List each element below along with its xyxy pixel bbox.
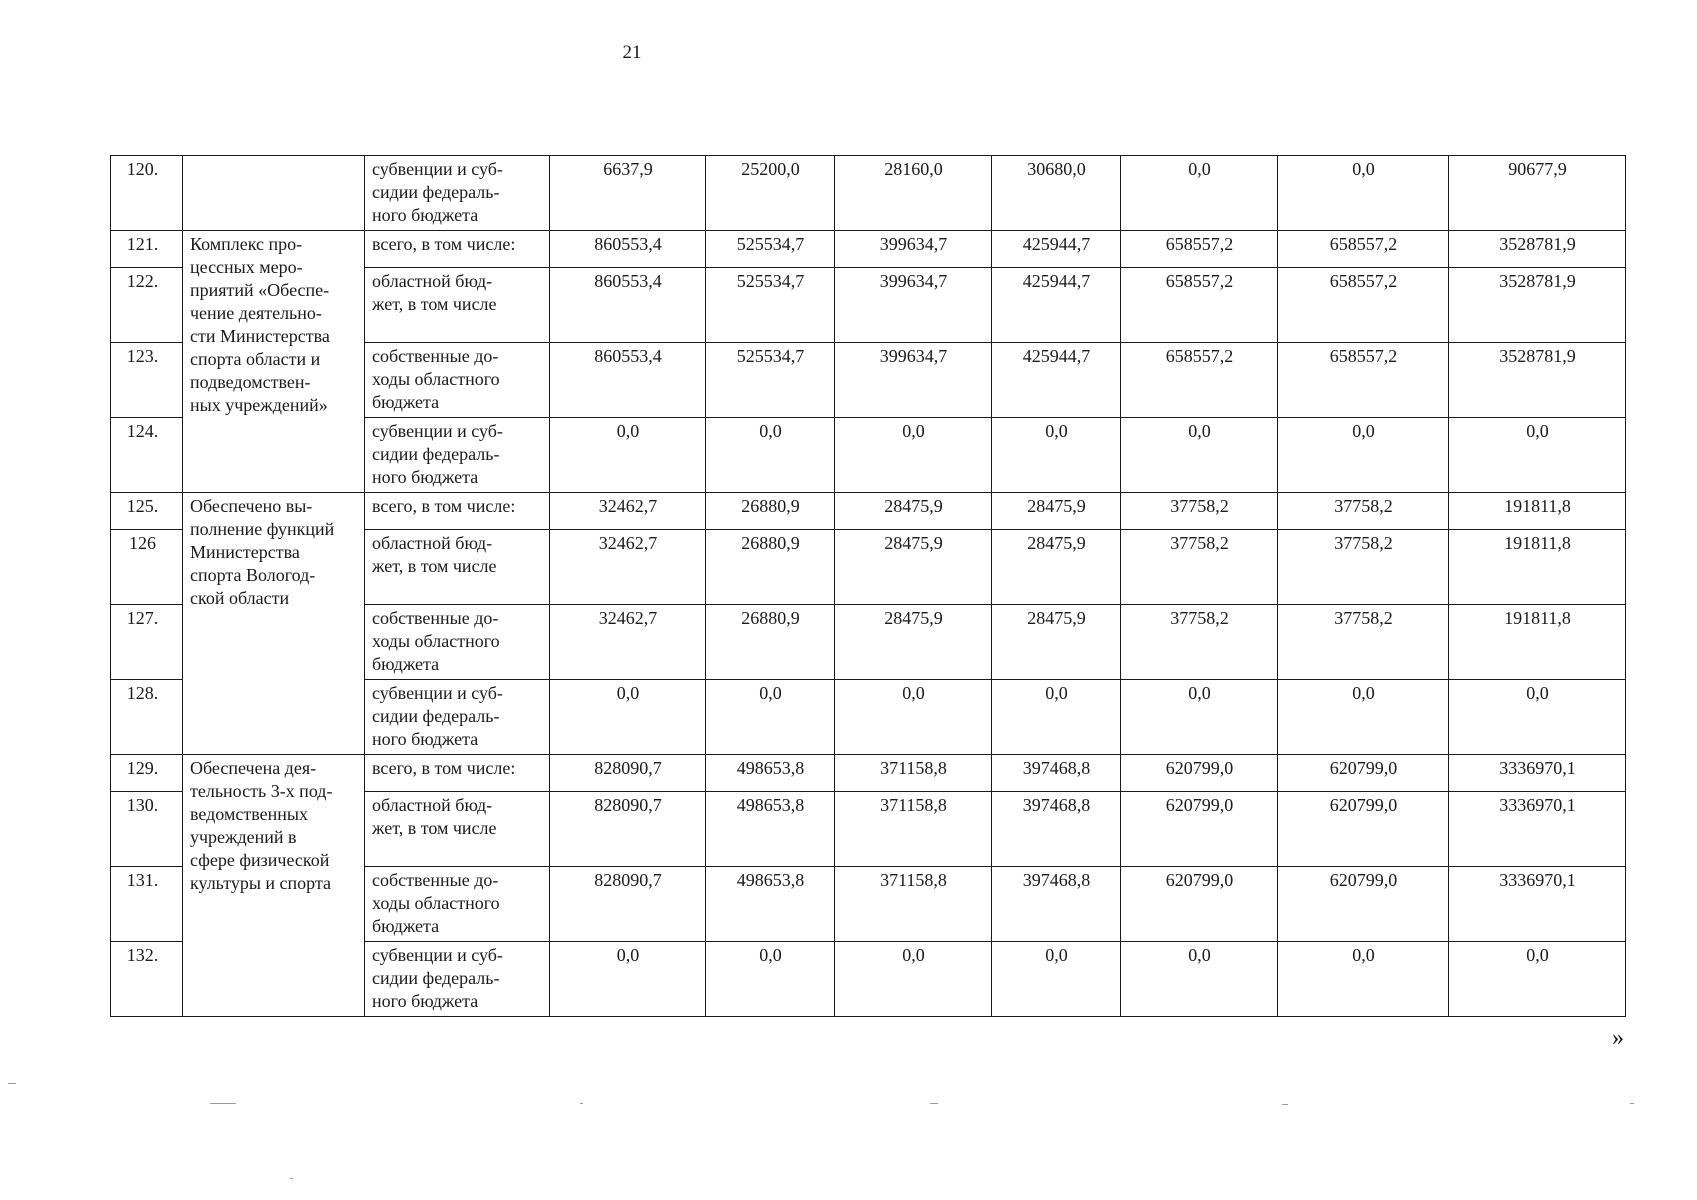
value-cell: 0,0 bbox=[992, 680, 1121, 755]
cell-line: полнение функций bbox=[190, 519, 335, 539]
table-body bbox=[111, 156, 1626, 1017]
value-cell: 828090,7 bbox=[550, 867, 706, 942]
value-cell: 828090,7 bbox=[550, 792, 706, 867]
value-cell: 620799,0 bbox=[1278, 755, 1449, 792]
measure-description bbox=[183, 493, 365, 755]
cell-line: собственные до- bbox=[372, 870, 499, 890]
cell-line: субвенции и суб- bbox=[372, 421, 503, 441]
value-cell: 3336970,1 bbox=[1449, 867, 1626, 942]
value-cell: 28160,0 bbox=[835, 156, 992, 231]
value-cell: 28475,9 bbox=[835, 605, 992, 680]
scan-speck bbox=[8, 1083, 16, 1084]
value-cell: 32462,7 bbox=[550, 530, 706, 605]
closing-quote: » bbox=[1612, 1025, 1624, 1051]
cell-line: всего, в том числе: bbox=[372, 758, 516, 778]
value-cell: 658557,2 bbox=[1121, 231, 1278, 268]
scan-speck bbox=[210, 1103, 236, 1104]
cell-line: чение деятельно- bbox=[190, 303, 322, 323]
value-cell: 0,0 bbox=[550, 680, 706, 755]
value-cell: 28475,9 bbox=[835, 530, 992, 605]
cell-line: культуры и спорта bbox=[190, 873, 332, 893]
value-cell: 0,0 bbox=[706, 942, 835, 1017]
value-cell: 28475,9 bbox=[992, 605, 1121, 680]
value-cell: 525534,7 bbox=[706, 231, 835, 268]
value-cell: 0,0 bbox=[1278, 418, 1449, 493]
value-cell: 0,0 bbox=[706, 418, 835, 493]
cell-line: сидии федераль- bbox=[372, 182, 500, 202]
funding-source bbox=[365, 867, 550, 942]
value-cell: 371158,8 bbox=[835, 792, 992, 867]
scan-speck bbox=[1630, 1103, 1634, 1104]
value-cell: 0,0 bbox=[1121, 156, 1278, 231]
value-cell: 32462,7 bbox=[550, 605, 706, 680]
value-cell: 28475,9 bbox=[992, 530, 1121, 605]
cell-line: собственные до- bbox=[372, 346, 499, 366]
value-cell: 3336970,1 bbox=[1449, 792, 1626, 867]
value-cell: 90677,9 bbox=[1449, 156, 1626, 231]
value-cell: 860553,4 bbox=[550, 231, 706, 268]
funding-source bbox=[365, 231, 550, 268]
value-cell: 25200,0 bbox=[706, 156, 835, 231]
cell-line: Министерства bbox=[190, 542, 300, 562]
scan-speck bbox=[1282, 1104, 1288, 1105]
table-row bbox=[111, 156, 1626, 231]
table-row bbox=[111, 493, 1626, 530]
value-cell: 0,0 bbox=[1121, 942, 1278, 1017]
value-cell: 525534,7 bbox=[706, 268, 835, 343]
value-cell: 26880,9 bbox=[706, 605, 835, 680]
funding-source bbox=[365, 156, 550, 231]
funding-source bbox=[365, 343, 550, 418]
value-cell: 0,0 bbox=[992, 942, 1121, 1017]
value-cell: 425944,7 bbox=[992, 343, 1121, 418]
scan-speck bbox=[290, 1178, 293, 1179]
value-cell: 3528781,9 bbox=[1449, 231, 1626, 268]
value-cell: 3528781,9 bbox=[1449, 268, 1626, 343]
cell-line: жет, в том числе bbox=[372, 818, 497, 838]
cell-line: бюджета bbox=[372, 392, 440, 412]
value-cell: 658557,2 bbox=[1278, 268, 1449, 343]
cell-line: спорта области и bbox=[190, 349, 321, 369]
row-number: 125. bbox=[111, 493, 183, 530]
value-cell: 0,0 bbox=[1278, 680, 1449, 755]
value-cell: 828090,7 bbox=[550, 755, 706, 792]
funding-source bbox=[365, 792, 550, 867]
cell-line: жет, в том числе bbox=[372, 556, 497, 576]
value-cell: 191811,8 bbox=[1449, 530, 1626, 605]
value-cell: 37758,2 bbox=[1278, 605, 1449, 680]
cell-line: областной бюд- bbox=[372, 795, 493, 815]
row-number: 131. bbox=[111, 867, 183, 942]
cell-line: сидии федераль- bbox=[372, 444, 500, 464]
funding-source bbox=[365, 680, 550, 755]
value-cell: 658557,2 bbox=[1278, 231, 1449, 268]
value-cell: 37758,2 bbox=[1121, 530, 1278, 605]
value-cell: 658557,2 bbox=[1121, 343, 1278, 418]
cell-line: областной бюд- bbox=[372, 271, 493, 291]
table-row bbox=[111, 755, 1626, 792]
value-cell: 26880,9 bbox=[706, 493, 835, 530]
measure-description bbox=[183, 231, 365, 493]
value-cell: 0,0 bbox=[706, 680, 835, 755]
value-cell: 37758,2 bbox=[1121, 605, 1278, 680]
funding-source bbox=[365, 605, 550, 680]
cell-line: субвенции и суб- bbox=[372, 683, 503, 703]
cell-line: Обеспечено вы- bbox=[190, 496, 313, 516]
value-cell: 0,0 bbox=[1449, 680, 1626, 755]
value-cell: 397468,8 bbox=[992, 755, 1121, 792]
value-cell: 0,0 bbox=[550, 418, 706, 493]
cell-line: сфере физической bbox=[190, 850, 330, 870]
row-number: 126 bbox=[111, 530, 183, 605]
value-cell: 620799,0 bbox=[1121, 792, 1278, 867]
value-cell: 191811,8 bbox=[1449, 605, 1626, 680]
cell-line: всего, в том числе: bbox=[372, 234, 516, 254]
value-cell: 0,0 bbox=[835, 680, 992, 755]
row-number: 124. bbox=[111, 418, 183, 493]
funding-source bbox=[365, 942, 550, 1017]
cell-line: спорта Вологод- bbox=[190, 565, 316, 585]
value-cell: 37758,2 bbox=[1121, 493, 1278, 530]
funding-source bbox=[365, 268, 550, 343]
value-cell: 399634,7 bbox=[835, 268, 992, 343]
row-number: 121. bbox=[111, 231, 183, 268]
cell-line: Обеспечена дея- bbox=[190, 758, 317, 778]
value-cell: 6637,9 bbox=[550, 156, 706, 231]
value-cell: 32462,7 bbox=[550, 493, 706, 530]
row-number: 120. bbox=[111, 156, 183, 231]
value-cell: 397468,8 bbox=[992, 867, 1121, 942]
cell-line: всего, в том числе: bbox=[372, 496, 516, 516]
row-number: 129. bbox=[111, 755, 183, 792]
value-cell: 28475,9 bbox=[992, 493, 1121, 530]
cell-line: ного бюджета bbox=[372, 467, 479, 487]
row-number: 128. bbox=[111, 680, 183, 755]
page-number: 21 bbox=[622, 42, 642, 63]
value-cell: 498653,8 bbox=[706, 755, 835, 792]
value-cell: 0,0 bbox=[1449, 418, 1626, 493]
table-row bbox=[111, 231, 1626, 268]
value-cell: 425944,7 bbox=[992, 231, 1121, 268]
cell-line: субвенции и суб- bbox=[372, 945, 503, 965]
value-cell: 860553,4 bbox=[550, 268, 706, 343]
value-cell: 371158,8 bbox=[835, 755, 992, 792]
value-cell: 371158,8 bbox=[835, 867, 992, 942]
cell-line: ведомственных bbox=[190, 804, 308, 824]
value-cell: 658557,2 bbox=[1278, 343, 1449, 418]
value-cell: 26880,9 bbox=[706, 530, 835, 605]
value-cell: 37758,2 bbox=[1278, 530, 1449, 605]
cell-line: Комплекс про- bbox=[190, 234, 303, 254]
value-cell: 0,0 bbox=[1121, 418, 1278, 493]
cell-line: ходы областного bbox=[372, 631, 500, 651]
value-cell: 0,0 bbox=[1121, 680, 1278, 755]
scan-speck bbox=[930, 1103, 938, 1104]
value-cell: 191811,8 bbox=[1449, 493, 1626, 530]
measure-description bbox=[183, 156, 365, 231]
value-cell: 37758,2 bbox=[1278, 493, 1449, 530]
cell-line: бюджета bbox=[372, 916, 440, 936]
value-cell: 3336970,1 bbox=[1449, 755, 1626, 792]
cell-line: ных учреждений» bbox=[190, 395, 328, 415]
value-cell: 399634,7 bbox=[835, 343, 992, 418]
cell-line: сидии федераль- bbox=[372, 706, 500, 726]
value-cell: 0,0 bbox=[1278, 156, 1449, 231]
value-cell: 0,0 bbox=[550, 942, 706, 1017]
cell-line: бюджета bbox=[372, 654, 440, 674]
measure-description bbox=[183, 755, 365, 1017]
cell-line: ного бюджета bbox=[372, 729, 479, 749]
cell-line: субвенции и суб- bbox=[372, 159, 503, 179]
row-number: 132. bbox=[111, 942, 183, 1017]
value-cell: 0,0 bbox=[1449, 942, 1626, 1017]
cell-line: учреждений в bbox=[190, 827, 297, 847]
value-cell: 28475,9 bbox=[835, 493, 992, 530]
value-cell: 620799,0 bbox=[1121, 867, 1278, 942]
cell-line: сидии федераль- bbox=[372, 968, 500, 988]
value-cell: 498653,8 bbox=[706, 867, 835, 942]
value-cell: 0,0 bbox=[835, 418, 992, 493]
cell-line: ходы областного bbox=[372, 369, 500, 389]
cell-line: подведомствен- bbox=[190, 372, 311, 392]
cell-line: ного бюджета bbox=[372, 205, 479, 225]
funding-source bbox=[365, 755, 550, 792]
value-cell: 30680,0 bbox=[992, 156, 1121, 231]
value-cell: 620799,0 bbox=[1121, 755, 1278, 792]
cell-line: ного бюджета bbox=[372, 991, 479, 1011]
value-cell: 425944,7 bbox=[992, 268, 1121, 343]
cell-line: областной бюд- bbox=[372, 533, 493, 553]
value-cell: 0,0 bbox=[1278, 942, 1449, 1017]
funding-source bbox=[365, 418, 550, 493]
cell-line: ской области bbox=[190, 588, 290, 608]
funding-source bbox=[365, 493, 550, 530]
cell-line: жет, в том числе bbox=[372, 294, 497, 314]
cell-line: приятий «Обеспе- bbox=[190, 280, 330, 300]
cell-line: сти Министерства bbox=[190, 326, 330, 346]
row-number: 127. bbox=[111, 605, 183, 680]
value-cell: 525534,7 bbox=[706, 343, 835, 418]
row-number: 130. bbox=[111, 792, 183, 867]
funding-source bbox=[365, 530, 550, 605]
cell-line: собственные до- bbox=[372, 608, 499, 628]
value-cell: 399634,7 bbox=[835, 231, 992, 268]
cell-line: цессных меро- bbox=[190, 257, 303, 277]
budget-table bbox=[110, 155, 1626, 1017]
value-cell: 620799,0 bbox=[1278, 867, 1449, 942]
value-cell: 0,0 bbox=[835, 942, 992, 1017]
value-cell: 3528781,9 bbox=[1449, 343, 1626, 418]
cell-line: ходы областного bbox=[372, 893, 500, 913]
value-cell: 498653,8 bbox=[706, 792, 835, 867]
row-number: 122. bbox=[111, 268, 183, 343]
value-cell: 397468,8 bbox=[992, 792, 1121, 867]
row-number: 123. bbox=[111, 343, 183, 418]
value-cell: 860553,4 bbox=[550, 343, 706, 418]
cell-line: тельность 3-х под- bbox=[190, 781, 333, 801]
scan-speck bbox=[580, 1103, 583, 1104]
value-cell: 0,0 bbox=[992, 418, 1121, 493]
value-cell: 658557,2 bbox=[1121, 268, 1278, 343]
value-cell: 620799,0 bbox=[1278, 792, 1449, 867]
